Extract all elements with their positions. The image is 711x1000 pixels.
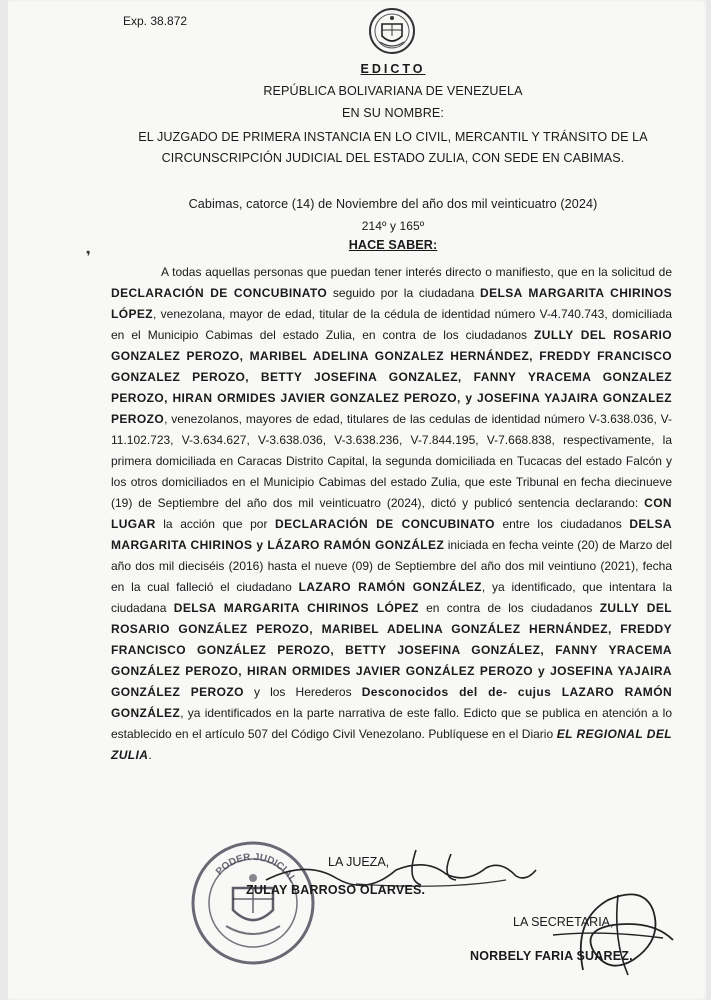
body-text: . <box>148 748 152 762</box>
header-court-line2: CIRCUNSCRIPCIÓN JUDICIAL DEL ESTADO ZULIA, CON SEDE EN CABIMAS. <box>161 151 625 165</box>
header-en-su-nombre: EN SU NOMBRE: <box>341 106 445 120</box>
secretary-name: NORBELY FARIA SUAREZ. <box>470 949 633 963</box>
body-bold: DELSA MARGARITA CHIRINOS y LÁZARO RAMÓN GONZÁLEZ <box>111 517 672 552</box>
edict-body <box>111 262 672 766</box>
body-text: iniciada en fecha veinte (20) de Marzo del año dos mil dieciséis (2016) hasta el nueve (09) de Septiembre del año dos mil veintiuno (2021), fecha en la cual falleció el ciudadano <box>111 538 672 594</box>
judge-name: ZULAY BARROSO OLARVES. <box>246 883 426 897</box>
body-bold: DECLARACIÓN DE CONCUBINATO <box>111 286 328 300</box>
body-text: , ya identificado, que intentara la ciudadana <box>111 580 673 615</box>
body-bold: DECLARACIÓN DE CONCUBINATO <box>275 517 495 531</box>
secretary-title: LA SECRETARIA, <box>513 915 614 929</box>
body-text: , ya identificados en la parte narrativa de este fallo. Edicto que se publica en atención a lo establecido en el artículo 507 del Código Civil Venezolano. Publíquese en el Diario <box>111 706 672 741</box>
secretary-signature <box>513 880 683 980</box>
body-bold: Desconocidos del de- cujus LAZARO RAMÓN GONZÁLEZ <box>111 685 673 720</box>
coat-of-arms-icon <box>368 6 416 56</box>
body-bold: LAZARO RAMÓN GONZÁLEZ <box>298 580 482 594</box>
seal-lettering: PODER JUDICIAL <box>214 851 299 885</box>
judge-title: LA JUEZA, <box>328 855 390 869</box>
body-text: en contra de los ciudadanos <box>418 601 600 615</box>
body-text: A todas aquellas personas que puedan tener interés directo o manifiesto, que en la solicitud de <box>161 265 672 279</box>
expediente-number: Exp. 38.872 <box>123 14 188 28</box>
document-page <box>8 0 708 1000</box>
document-title: EDICTO <box>360 62 426 76</box>
body-text: entre los ciudadanos <box>494 517 630 531</box>
body-bold: ZULLY DEL ROSARIO GONZÁLEZ PEROZO, MARIBEL ADELINA GONZÁLEZ HERNÁNDEZ, FREDDY FRANCISCO GONZÁLEZ PEROZO, BETTY JOSEFINA GONZÁLEZ, FANNY YRACEMA GONZÁLEZ PEROZO, HIRAN ORMIDES JAVIER GONZÁLEZ PEROZO y JOSEFINA YAJAIRA GONZÁLEZ PEROZO <box>111 601 672 699</box>
body-bold: CON LUGAR <box>111 496 672 531</box>
hace-saber-heading: HACE SABER: <box>348 238 438 252</box>
body-bold: ZULLY DEL ROSARIO GONZALEZ PEROZO, MARIBEL ADELINA GONZALEZ HERNÁNDEZ, FREDDY FRANCISCO GONZALEZ PEROZO, BETTY JOSEFINA GONZALEZ, FANNY YRACEMA GONZALEZ PEROZO, HIRAN ORMIDES JAVIER GONZALEZ PEROZO, y JOSEFINA YAJAIRA GONZALEZ PEROZO <box>111 328 673 426</box>
body-text: , venezolanos, mayores de edad, titulares de las cedulas de identidad número V-3.638.036, V-11.102.723, V-3.634.627, V-3.638.036, V-3.638.236, V-7.844.195, V-7.668.838, respectivamente, la primera domiciliada en Caracas Distrito Capital, la segunda domiciliada en Tucacas del estado Falcón y los otros domiciliados en el Municipio Cabimas del estado Zulia, que este Tribunal en fecha diecinueve (19) de Septiembre del año dos mil veinticuatro (2024), dictó y publicó sentencia declarando: <box>111 412 672 510</box>
body-text: , venezolana, mayor de edad, titular de la cédula de identidad número V-4.740.743, domiciliada en el Municipio Cabimas del estado Zulia, en contra de los ciudadanos <box>111 307 672 342</box>
year-line: 214º y 165º <box>361 219 425 233</box>
body-text: seguido por la ciudadana <box>327 286 481 300</box>
body-text: y los Herederos <box>243 685 362 699</box>
date-line: Cabimas, catorce (14) de Noviembre del año dos mil veinticuatro (2024) <box>188 197 598 211</box>
body-text: la acción que por <box>155 517 276 531</box>
body-bold: DELSA MARGARITA CHIRINOS LÓPEZ <box>173 601 419 615</box>
newspaper-name: EL REGIONAL DEL ZULIA <box>111 727 673 762</box>
header-court-line1: EL JUZGADO DE PRIMERA INSTANCIA EN LO CIVIL, MERCANTIL Y TRÁNSITO DE LA <box>138 130 648 144</box>
header-republic: REPÚBLICA BOLIVARIANA DE VENEZUELA <box>263 84 523 98</box>
margin-mark: ❜ <box>86 248 91 264</box>
body-bold: DELSA MARGARITA CHIRINOS LÓPEZ <box>111 286 673 321</box>
